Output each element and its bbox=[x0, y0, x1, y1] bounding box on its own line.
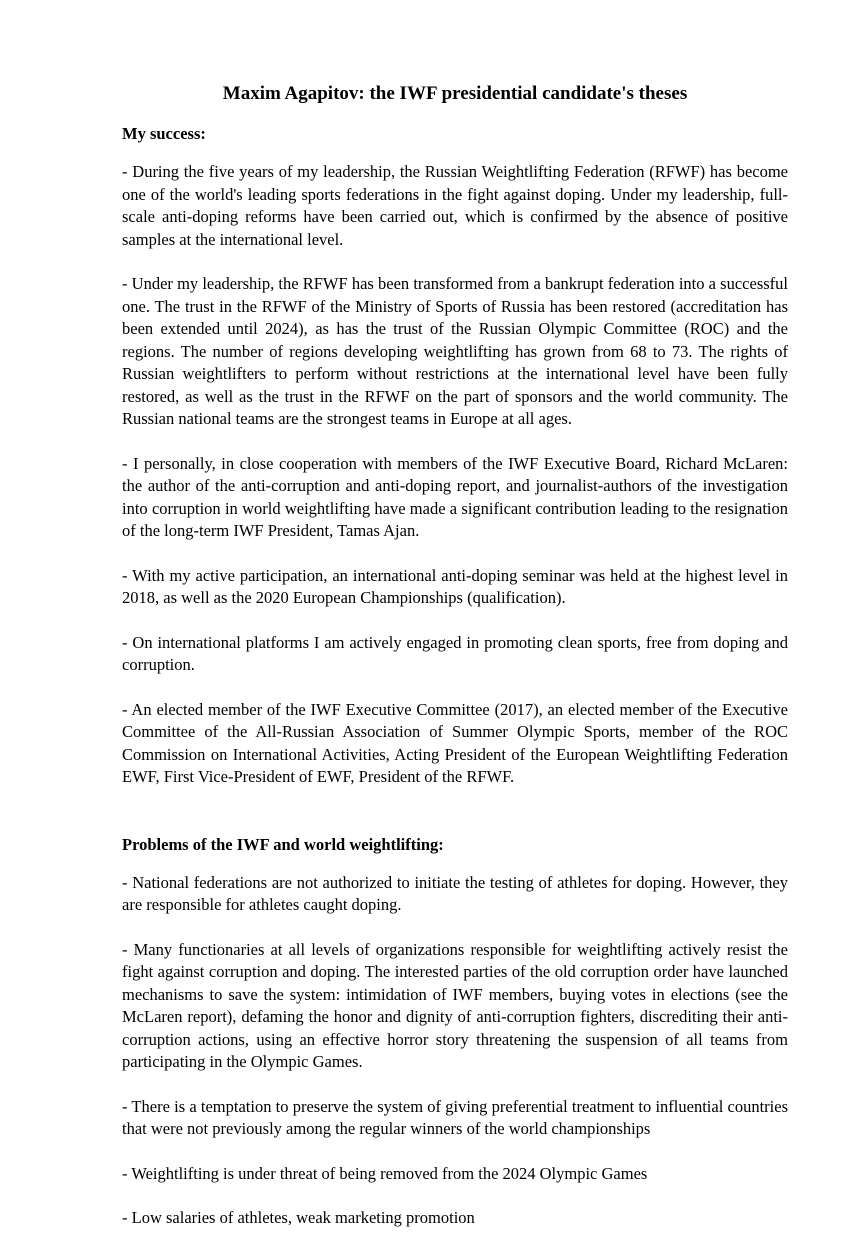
section-heading: My success: bbox=[122, 124, 206, 143]
document-title: Maxim Agapitov: the IWF presidential candidate's theses bbox=[222, 83, 688, 104]
paragraph: - On international platforms I am actively engaged in promoting clean sports, free from doping and corruption. bbox=[122, 632, 788, 674]
section-problems bbox=[122, 833, 788, 1230]
paragraph: - With my active participation, an international anti-doping seminar was held at the highest level in 2018, as well as the 2020 European Championships (qualification). bbox=[122, 565, 788, 607]
section-heading: Problems of the IWF and world weightlifting: bbox=[122, 834, 444, 854]
paragraph: - Low salaries of athletes, weak marketing promotion bbox=[122, 1208, 475, 1227]
paragraph: - There is a temptation to preserve the system of giving preferential treatment to influential countries that were not previously among the regular winners of the world championships bbox=[122, 1096, 788, 1138]
paragraph: - Weightlifting is under threat of being removed from the 2024 Olympic Games bbox=[122, 1163, 648, 1183]
section-spacer bbox=[122, 811, 788, 833]
paragraph: - Many functionaries at all levels of organizations responsible for weightlifting actively resist the fight against corruption and doping. The interested parties of the old corruption order have launched mechanisms to save the system: intimidation of IWF members, buying votes in elections (see the McLaren report), defaming the honor and dignity of anti-corruption fighters, discrediting their anti-corruption actions, using an effective horror story threatening the suspension of all teams from participating in the Olympic Games. bbox=[122, 939, 788, 1071]
paragraph: - National federations are not authorized to initiate the testing of athletes for doping. However, they are responsible for athletes caught doping. bbox=[122, 872, 788, 914]
section-my-success bbox=[122, 122, 788, 789]
paragraph: - Under my leadership, the RFWF has been transformed from a bankrupt federation into a successful one. The trust in the RFWF of the Ministry of Sports of Russia has been restored (accreditation has been extended until 2024), as has the trust of the Russian Olympic Committee (ROC) and the regions. The number of regions developing weightlifting has grown from 68 to 73. The rights of Russian weightlifters to perform without restrictions at the international level have been fully restored, as well as the trust in the RFWF on the part of sponsors and the world community. The Russian national teams are the strongest teams in Europe at all ages. bbox=[122, 274, 788, 428]
paragraph: - I personally, in close cooperation with members of the IWF Executive Board, Richard McLaren: the author of the anti-corruption and anti-doping report, and journalist-authors of the investigation into corruption in world weightlifting have made a significant contribution leading to the resignation of the long-term IWF President, Tamas Ajan. bbox=[122, 453, 788, 540]
paragraph: - During the five years of my leadership, the Russian Weightlifting Federation (RFWF) has become one of the world's leading sports federations in the fight against doping. Under my leadership, full-scale anti-doping reforms have been carried out, which is confirmed by the absence of positive samples at the international level. bbox=[122, 162, 788, 249]
paragraph: - An elected member of the IWF Executive Committee (2017), an elected member of the Executive Committee of the All-Russian Association of Summer Olympic Sports, member of the ROC Commission on International Activities, Acting President of the European Weightlifting Federation EWF, First Vice-President of EWF, President of the RFWF. bbox=[122, 699, 788, 786]
document-page bbox=[122, 80, 788, 1252]
